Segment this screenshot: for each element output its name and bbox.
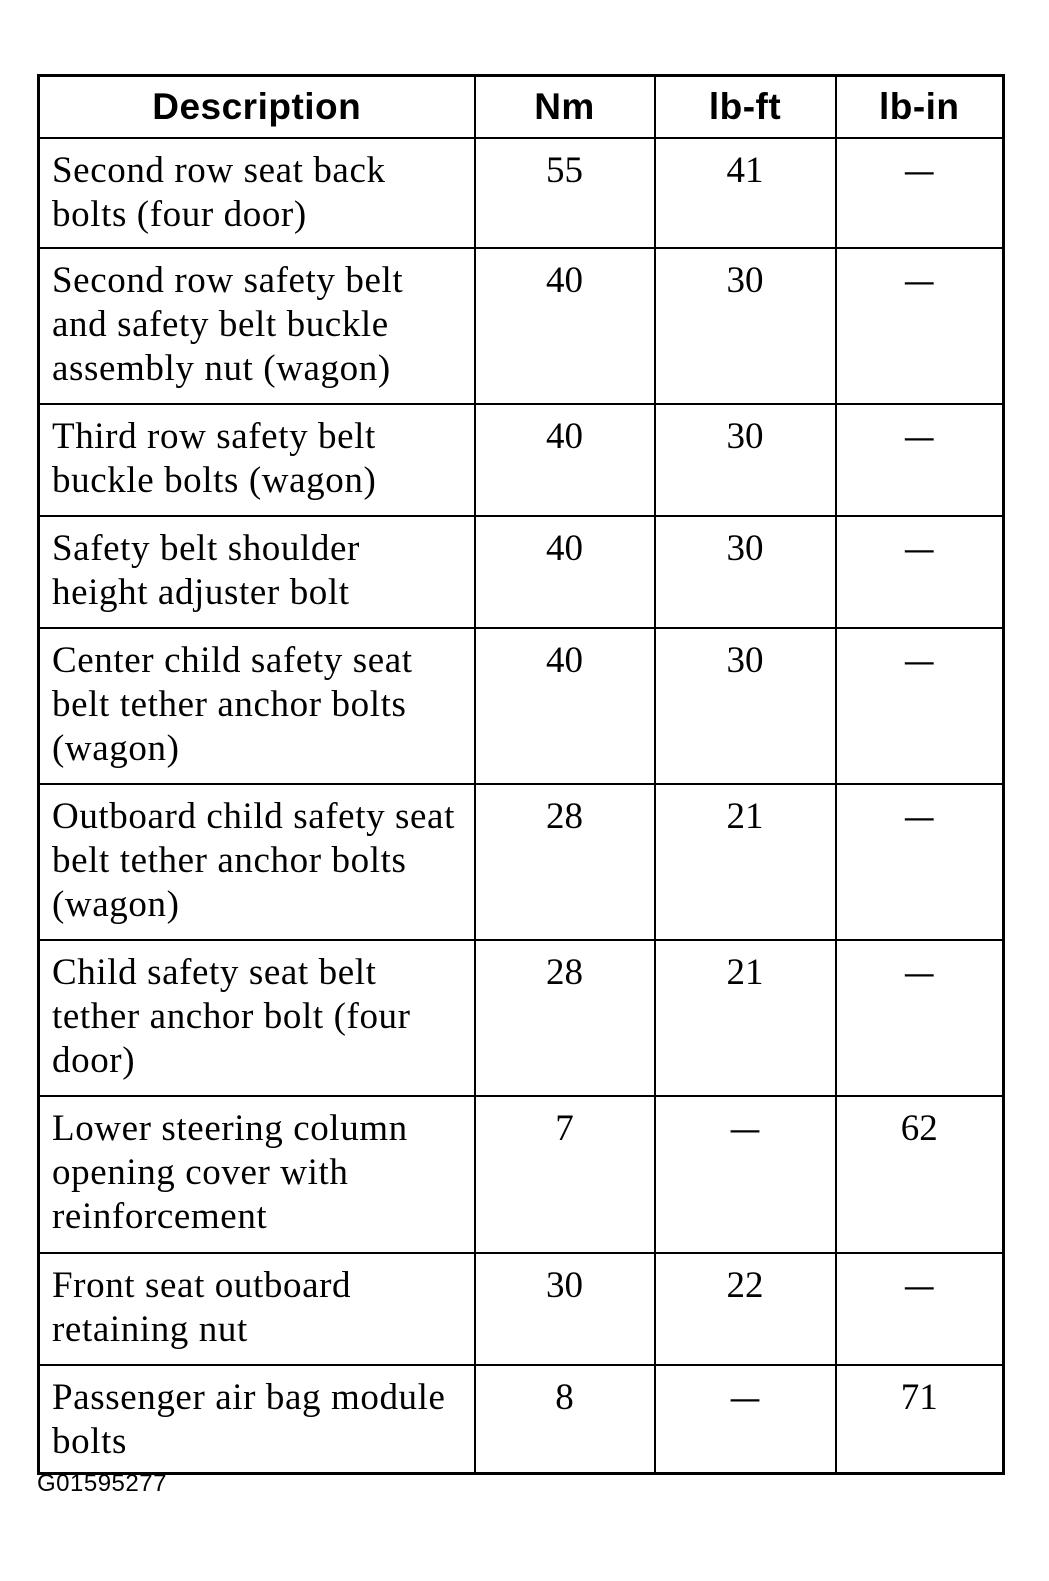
row-description: Lower steering column opening cover with reinforcement xyxy=(39,1096,475,1253)
table-row xyxy=(39,248,1004,404)
row-nm: 28 xyxy=(475,784,655,940)
row-lb-in: 62 xyxy=(836,1096,1004,1253)
row-lb-ft: — xyxy=(655,1365,836,1474)
header-nm: Nm xyxy=(475,76,655,139)
row-nm: 40 xyxy=(475,628,655,784)
torque-spec-table xyxy=(37,74,1005,1475)
row-lb-ft: 21 xyxy=(655,940,836,1096)
row-lb-in: — xyxy=(836,138,1004,248)
row-description: Safety belt shoulder height adjuster bolt xyxy=(39,516,475,628)
row-nm: 8 xyxy=(475,1365,655,1474)
table-row xyxy=(39,138,1004,248)
row-nm: 40 xyxy=(475,516,655,628)
row-nm: 55 xyxy=(475,138,655,248)
table-row xyxy=(39,1253,1004,1365)
row-description: Center child safety seat belt tether anchor bolts (wagon) xyxy=(39,628,475,784)
row-description: Second row seat back bolts (four door) xyxy=(39,138,475,248)
row-description: Second row safety belt and safety belt buckle assembly nut (wagon) xyxy=(39,248,475,404)
row-description: Front seat outboard retaining nut xyxy=(39,1253,475,1365)
figure-id: G01595277 xyxy=(37,1470,167,1497)
table-row xyxy=(39,940,1004,1096)
row-nm: 40 xyxy=(475,248,655,404)
row-nm: 30 xyxy=(475,1253,655,1365)
row-description: Passenger air bag module bolts xyxy=(39,1365,475,1474)
header-description: Description xyxy=(39,76,475,139)
row-lb-in: — xyxy=(836,940,1004,1096)
row-lb-in: — xyxy=(836,248,1004,404)
row-lb-in: 71 xyxy=(836,1365,1004,1474)
row-lb-ft: 22 xyxy=(655,1253,836,1365)
table-row xyxy=(39,784,1004,940)
header-lb-in: lb-in xyxy=(836,76,1004,139)
row-lb-in: — xyxy=(836,784,1004,940)
header-row xyxy=(39,76,1004,139)
row-nm: 28 xyxy=(475,940,655,1096)
row-description: Third row safety belt buckle bolts (wagon) xyxy=(39,404,475,516)
row-lb-ft: 30 xyxy=(655,516,836,628)
row-lb-in: — xyxy=(836,516,1004,628)
row-nm: 7 xyxy=(475,1096,655,1253)
row-lb-in: — xyxy=(836,628,1004,784)
row-lb-ft: 21 xyxy=(655,784,836,940)
row-nm: 40 xyxy=(475,404,655,516)
row-lb-in: — xyxy=(836,404,1004,516)
table-row xyxy=(39,516,1004,628)
row-lb-ft: 30 xyxy=(655,404,836,516)
row-lb-ft: 30 xyxy=(655,248,836,404)
table-row xyxy=(39,1365,1004,1474)
table-row xyxy=(39,1096,1004,1253)
header-lb-ft: lb-ft xyxy=(655,76,836,139)
table-row xyxy=(39,628,1004,784)
row-lb-in: — xyxy=(836,1253,1004,1365)
row-lb-ft: 41 xyxy=(655,138,836,248)
table-row xyxy=(39,404,1004,516)
row-lb-ft: — xyxy=(655,1096,836,1253)
row-description: Outboard child safety seat belt tether anchor bolts (wagon) xyxy=(39,784,475,940)
row-description: Child safety seat belt tether anchor bolt (four door) xyxy=(39,940,475,1096)
row-lb-ft: 30 xyxy=(655,628,836,784)
